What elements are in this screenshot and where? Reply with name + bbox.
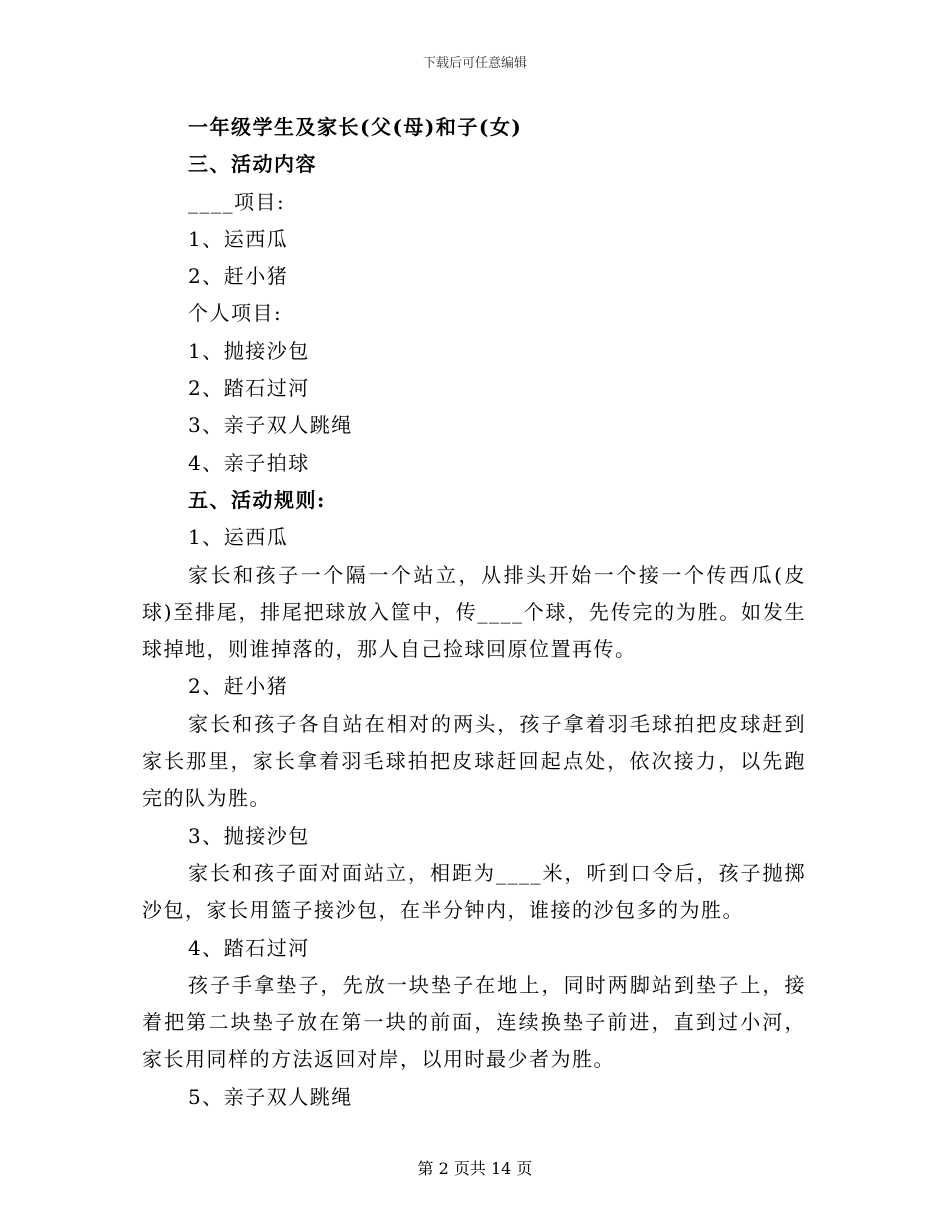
list-item: 1、运西瓜	[188, 226, 289, 251]
individual-items-label: 个人项目:	[188, 301, 283, 326]
page-number-footer: 第 2 页共 14 页	[417, 1159, 533, 1178]
header-note: 下载后可任意编辑	[422, 56, 527, 71]
section-heading-activity-content: 三、活动内容	[188, 152, 317, 177]
rule-paragraph: 家长和孩子各自站在相对的两头，孩子拿着羽毛球拍把皮球赶到家长那里，家长拿着羽毛球拍把皮球赶回起点处，依次接力，以先跑完的队为胜。	[142, 711, 806, 811]
rule-paragraph: 家长和孩子一个隔一个站立，从排头开始一个接一个传西瓜(皮球)至排尾，排尾把球放入筐中，传____个球，先传完的为胜。如发生球掉地，则谁掉落的，那人自己捡球回原位置再传。	[142, 562, 806, 662]
team-items-label: ____项目:	[188, 189, 286, 214]
rule-paragraph: 孩子手拿垫子，先放一块垫子在地上，同时两脚站到垫子上，接着把第二块垫子放在第一块的前面，连续换垫子前进，直到过小河，家长用同样的方法返回对岸，以用时最少者为胜。	[142, 972, 806, 1072]
list-item: 2、赶小猪	[188, 264, 289, 289]
section-heading-activity-rules: 五、活动规则:	[188, 487, 326, 512]
list-item: 1、抛接沙包	[188, 338, 310, 363]
rule-heading: 1、运西瓜	[188, 525, 289, 550]
document-body	[142, 109, 806, 1116]
list-item: 2、踏石过河	[188, 376, 310, 401]
rule-heading: 3、抛接沙包	[188, 823, 310, 848]
list-item: 4、亲子拍球	[188, 450, 310, 475]
rule-heading: 2、赶小猪	[188, 674, 289, 699]
rule-paragraph: 家长和孩子面对面站立，相距为____米，听到口令后，孩子抛掷沙包，家长用篮子接沙包，在半分钟内，谁接的沙包多的为胜。	[142, 860, 806, 923]
list-item: 3、亲子双人跳绳	[188, 413, 353, 438]
rule-heading: 5、亲子双人跳绳	[188, 1084, 353, 1109]
rule-heading: 4、踏石过河	[188, 935, 310, 960]
participants-line: 一年级学生及家长(父(母)和子(女)	[188, 115, 523, 139]
